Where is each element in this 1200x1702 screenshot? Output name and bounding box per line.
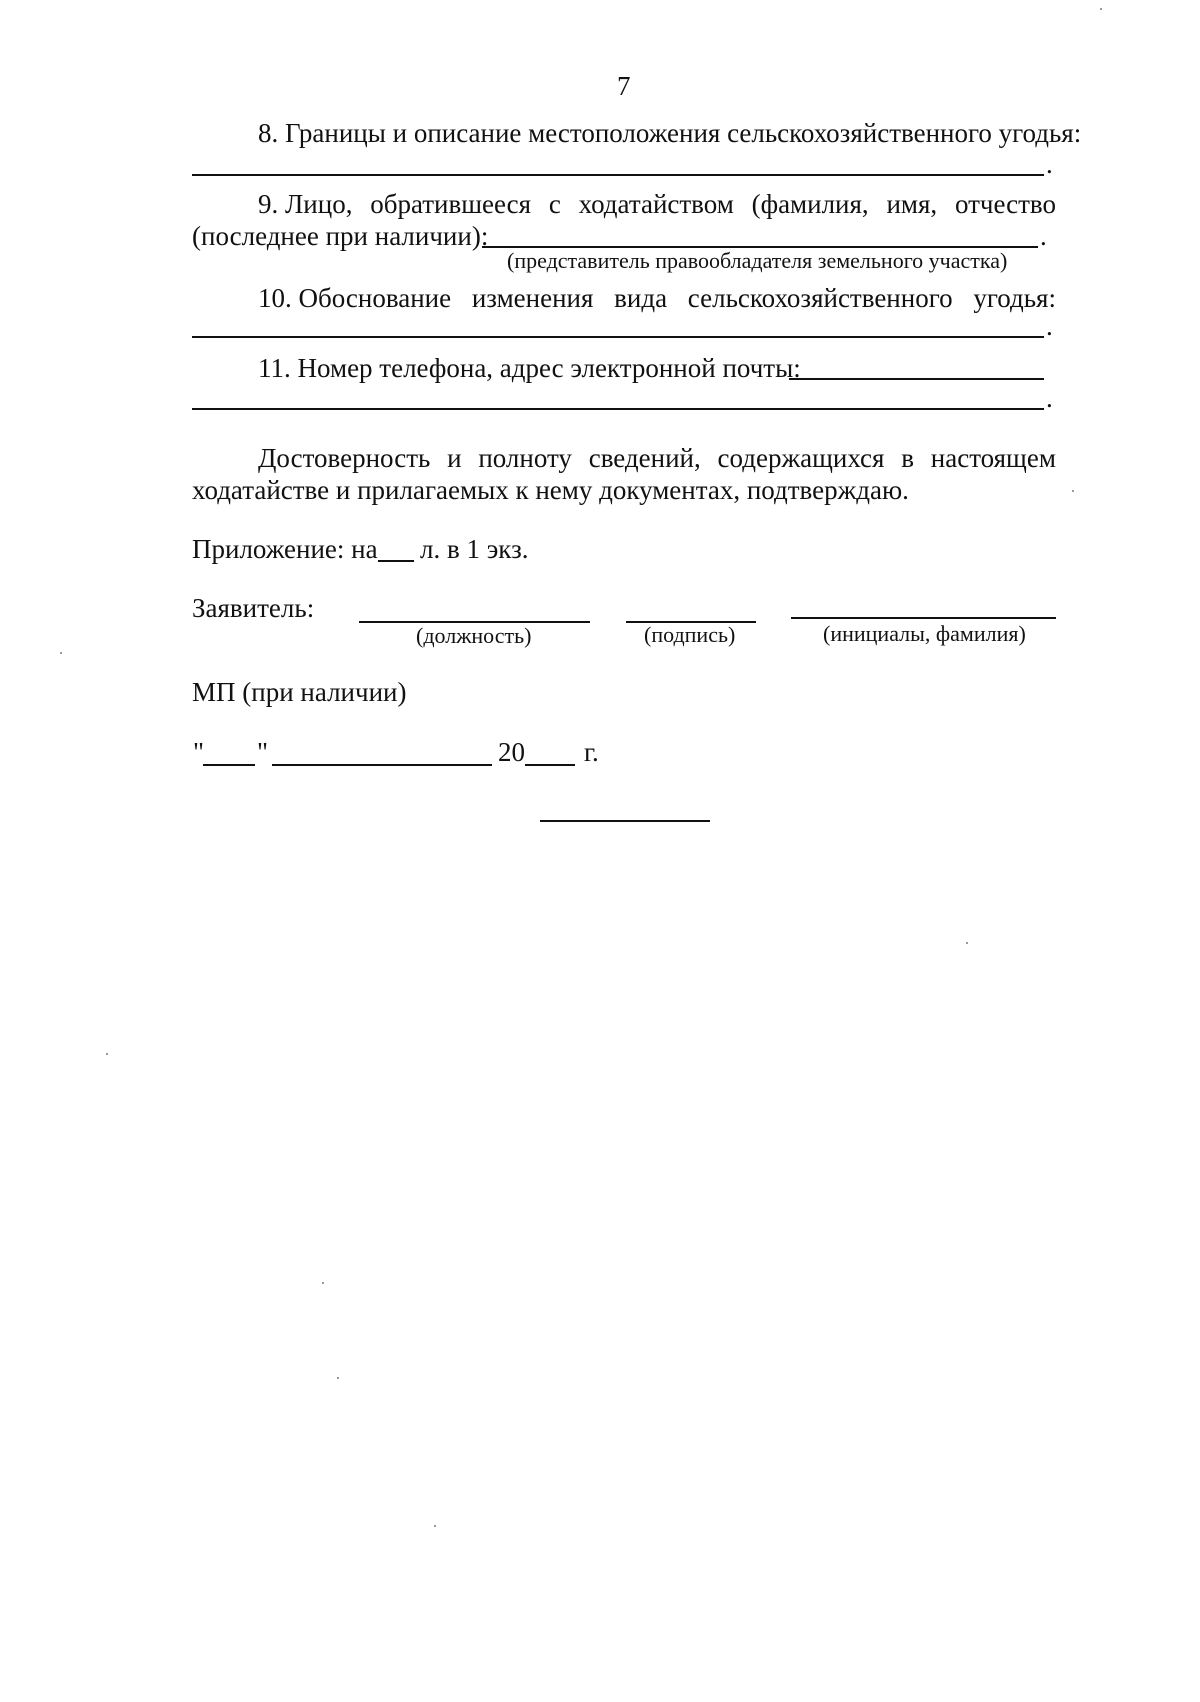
item-11-blank-line-2: [192, 408, 1044, 410]
confirmation-word: сведений,: [588, 443, 701, 473]
signature-caption: (подпись): [644, 622, 736, 647]
confirmation-line-2: ходатайстве и прилагаемых к нему документах, подтверждаю.: [192, 475, 909, 505]
item-8-period: .: [1046, 149, 1053, 179]
confirmation-word: полноту: [478, 443, 572, 473]
item-11-heading: 11. Номер телефона, адрес электронной почты:: [258, 353, 801, 383]
item-11-period: .: [1046, 383, 1053, 413]
item-9-word: отчество: [954, 189, 1056, 219]
date-year-prefix: 20: [498, 737, 525, 767]
item-9-period: .: [1040, 221, 1047, 251]
item-9-word: ходатайством: [578, 189, 734, 219]
date-open-quote: ": [193, 737, 205, 767]
scan-speck: [966, 942, 968, 944]
position-caption: (должность): [416, 623, 532, 648]
item-10-word: изменения: [471, 283, 594, 313]
confirmation-line-1: [258, 442, 1056, 474]
applicant-label: Заявитель:: [192, 593, 315, 623]
confirmation-word: содержащихся: [717, 443, 885, 473]
item-9-word: 9. Лицо,: [258, 189, 353, 219]
scan-speck: [322, 1282, 324, 1284]
scan-speck: [106, 1053, 108, 1055]
scan-speck: [1072, 490, 1074, 492]
item-9-word: имя,: [886, 189, 938, 219]
item-9-word: с: [548, 189, 561, 219]
confirmation-word: и: [447, 443, 462, 473]
item-10-word: 10. Обоснование: [258, 283, 452, 313]
attachment-prefix: Приложение: на: [192, 534, 378, 564]
item-9-caption: (представитель правообладателя земельного участка): [507, 248, 1008, 273]
attachment-suffix: л. в 1 экз.: [420, 534, 529, 564]
date-month-blank: [272, 764, 492, 766]
item-10-period: .: [1046, 311, 1053, 341]
date-year-blank: [525, 764, 575, 766]
seal-note: МП (при наличии): [192, 677, 407, 707]
item-10-blank-line: [192, 336, 1044, 338]
date-year-suffix: г.: [584, 737, 599, 767]
confirmation-word: настоящем: [930, 443, 1056, 473]
attachment-pages-blank: [378, 560, 414, 562]
item-9-line-1: [258, 188, 1056, 220]
item-9-word: (фамилия,: [751, 189, 869, 219]
end-separator: [540, 820, 710, 822]
item-8-heading: 8. Границы и описание местоположения сельскохозяйственного угодья:: [258, 118, 1082, 148]
item-10-word: угодья:: [973, 283, 1056, 313]
item-11-blank-line-1: [789, 378, 1044, 380]
confirmation-word: Достоверность: [258, 443, 431, 473]
item-8-blank-line: [192, 174, 1044, 176]
item-10-line-1: [258, 282, 1056, 314]
page-number: 7: [617, 71, 631, 101]
item-9-line-2: (последнее при наличии):: [192, 221, 489, 251]
scan-speck: [337, 1377, 339, 1379]
date-close-quote: ": [257, 737, 269, 767]
name-caption: (инициалы, фамилия): [823, 621, 1026, 646]
confirmation-word: в: [901, 443, 914, 473]
name-blank-line: [791, 617, 1056, 619]
scan-speck: [60, 652, 62, 654]
item-10-word: вида: [614, 283, 668, 313]
scan-speck: [1100, 8, 1102, 10]
scan-speck: [434, 1525, 436, 1527]
date-day-blank: [203, 764, 255, 766]
item-10-word: сельскохозяйственного: [687, 283, 953, 313]
item-9-word: обратившееся: [370, 189, 532, 219]
